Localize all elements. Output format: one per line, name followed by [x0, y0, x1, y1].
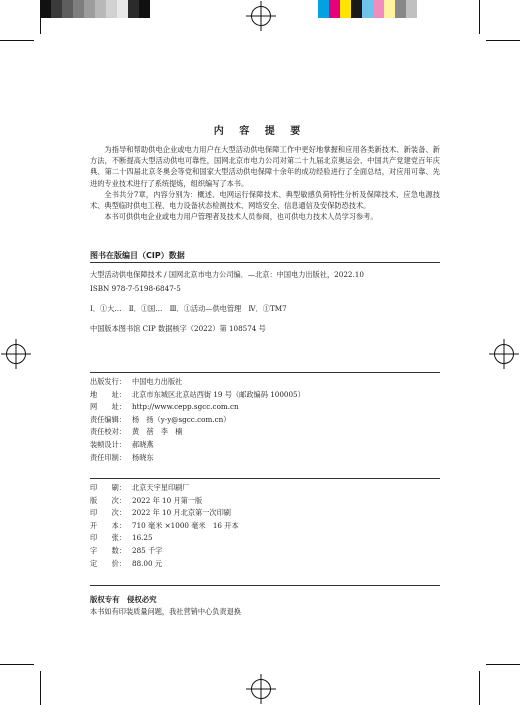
field-value: 16.25 — [132, 533, 153, 543]
edition-row — [90, 495, 440, 508]
field-label: 印 张： — [90, 533, 126, 543]
color-swatch — [117, 0, 128, 18]
field-value: 中国电力出版社 — [132, 377, 183, 386]
crop-mark — [479, 671, 480, 705]
color-swatch — [73, 0, 84, 18]
field-label: 印 次： — [90, 508, 126, 518]
registration-mark-right — [494, 344, 514, 364]
sheets-row — [90, 532, 440, 545]
word-count-row — [90, 545, 440, 558]
field-label: 定 价： — [90, 558, 126, 568]
registration-mark-top — [251, 6, 271, 26]
field-label: 版 次： — [90, 495, 126, 505]
price-row — [90, 558, 440, 571]
color-swatch — [62, 0, 73, 18]
cip-classification: Ⅰ．①大… Ⅱ．①国… Ⅲ．①活动—供电管理 Ⅳ．①TM7 — [90, 304, 287, 313]
color-swatch — [318, 0, 329, 18]
format-row — [90, 520, 440, 533]
cip-title: 图书在版编目（CIP）数据 — [90, 251, 185, 260]
summary-heading: 内 容 提 要 — [213, 126, 307, 137]
impression-row — [90, 507, 440, 520]
crop-mark — [0, 664, 34, 665]
field-value: 710 毫米 ×1000 毫米 16 开本 — [132, 520, 239, 530]
publisher-info — [90, 376, 440, 464]
color-swatch — [139, 0, 150, 18]
field-label: 地 址： — [90, 389, 126, 399]
color-swatch — [373, 0, 384, 18]
field-label: 开 本： — [90, 520, 126, 530]
summary-paragraph: 为指导和帮助供电企业或电力用户在大型活动供电保障工作中更好地掌握和应用各类新技术、新装备、新方法，不断提高大型活动供电可靠性，国网北京市电力公司对第二十九届北京奥运会、中国共产党建党百年庆典、第二十四届北京冬奥会等党和国家大型活动供电保障十余年的成功经验进行了全面总结，对应用可靠、先进的专业技术进行了系统提炼，组织编写了本书。 — [90, 145, 440, 188]
print-info — [90, 482, 440, 570]
registration-mark-left — [6, 344, 26, 364]
field-label: 网 址： — [90, 402, 126, 412]
cip-line: 大型活动供电保障技术 / 国网北京市电力公司编．—北京：中国电力出版社，2022.10 — [90, 270, 364, 279]
color-swatch — [128, 0, 139, 18]
website-row — [90, 401, 440, 414]
color-swatch — [384, 0, 395, 18]
registration-mark-bottom — [251, 679, 271, 699]
field-value: 杨晓东 — [132, 452, 154, 462]
copyright-note: 本书如有印装质量问题，我社营销中心负责退换 — [90, 607, 241, 616]
crop-mark — [40, 671, 41, 705]
field-value: 郝晓燕 — [132, 439, 154, 449]
cip-number: 中国版本图书馆 CIP 数据核字（2022）第 108574 号 — [90, 324, 266, 333]
cip-isbn: ISBN 978-7-5198-6847-5 — [90, 284, 181, 293]
field-label: 装帧设计： — [90, 439, 126, 449]
field-value: 黄 蓓 李 楠 — [132, 427, 183, 437]
crop-mark — [486, 664, 520, 665]
summary-paragraph: 全书共分7章，内容分别为：概述、电网运行保障技术、典型敏感负荷特性分析及保障技术、应急电源技术、典型临时供电工程、电力设备状态检测技术、网络安全、信息通信及安保防恐技术。 — [90, 189, 440, 211]
printer-row — [90, 482, 440, 495]
editor-row — [90, 414, 440, 427]
field-value: http://www.cepp.sgcc.com.cn — [132, 402, 239, 412]
field-label: 责任印制： — [90, 452, 126, 462]
crop-mark — [479, 0, 480, 34]
color-calibration-bar-right — [318, 0, 417, 18]
publisher-row — [90, 376, 440, 389]
field-value: 88.00 元 — [132, 558, 163, 568]
color-swatch — [329, 0, 340, 18]
color-swatch — [362, 0, 373, 18]
summary-body — [90, 144, 440, 222]
field-value: 2022 年 10 月第一版 — [132, 495, 203, 505]
color-calibration-bar-left — [40, 0, 150, 18]
print-manager-row — [90, 452, 440, 465]
cip-divider — [90, 262, 440, 263]
field-label: 责任编辑： — [90, 414, 126, 424]
proofreader-row — [90, 426, 440, 439]
color-swatch — [51, 0, 62, 18]
crop-mark — [486, 40, 520, 41]
color-swatch — [406, 0, 417, 18]
designer-row — [90, 439, 440, 452]
color-swatch — [340, 0, 351, 18]
color-swatch — [106, 0, 117, 18]
field-value: 杨 扬（y-y@sgcc.com.cn） — [132, 414, 231, 424]
copyright-title: 版权专有 侵权必究 — [90, 595, 157, 604]
field-value: 285 千字 — [132, 545, 163, 555]
color-swatch — [95, 0, 106, 18]
summary-paragraph: 本书可供供电企业或电力用户管理者及技术人员参阅，也可供电力技术人员学习参考。 — [104, 212, 378, 222]
address-row — [90, 389, 440, 402]
color-swatch — [84, 0, 95, 18]
divider — [90, 478, 440, 479]
field-label: 印 刷： — [90, 483, 126, 492]
field-label: 责任校对： — [90, 427, 126, 437]
field-label: 出版发行： — [90, 377, 126, 386]
field-value: 北京市东城区北京站西街 19 号（邮政编码 100005） — [132, 389, 305, 399]
crop-mark — [40, 0, 41, 34]
crop-mark — [0, 40, 34, 41]
divider — [90, 372, 440, 373]
field-value: 北京天宇星印刷厂 — [132, 483, 190, 492]
color-swatch — [40, 0, 51, 18]
color-swatch — [351, 0, 362, 18]
field-label: 字 数： — [90, 545, 126, 555]
color-swatch — [395, 0, 406, 18]
divider — [90, 585, 440, 586]
field-value: 2022 年 10 月北京第一次印刷 — [132, 508, 231, 518]
